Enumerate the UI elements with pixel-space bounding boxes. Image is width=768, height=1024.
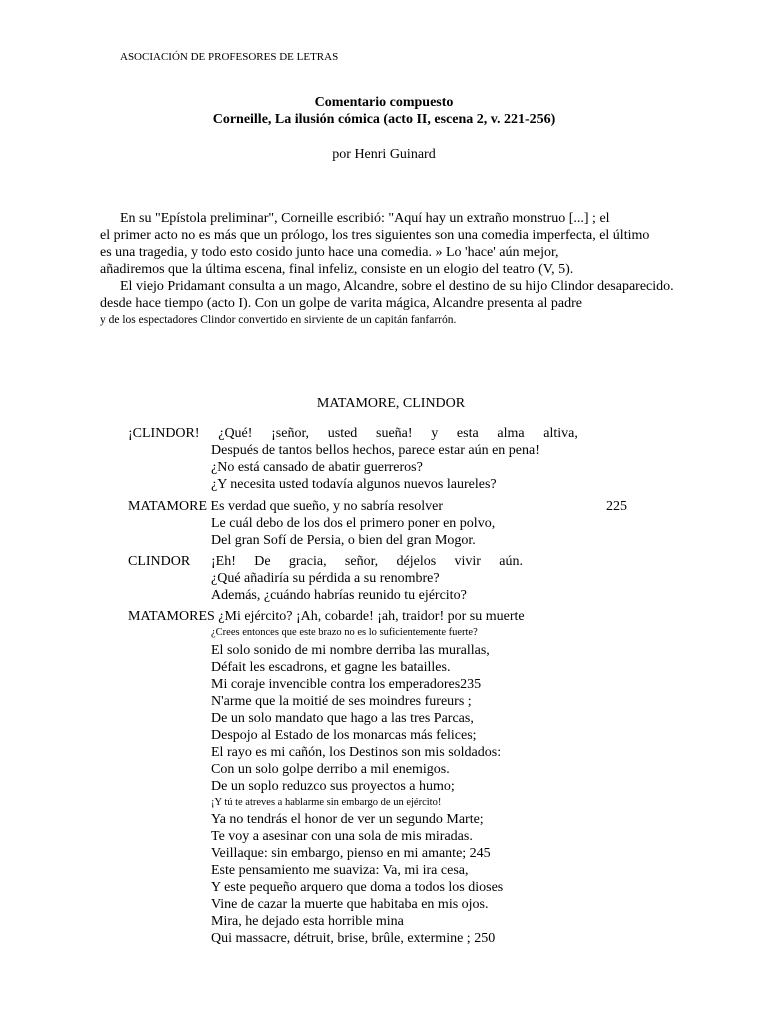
- verse-word: vivir: [454, 554, 481, 569]
- verse-line: Défait les escadrons, et gagne les batailles.: [211, 660, 451, 675]
- verse-word: gracia,: [288, 554, 327, 569]
- verse-line-small: ¿Crees entonces que este brazo no es lo suficientemente fuerte?: [211, 627, 478, 638]
- verse-line-justified: [211, 554, 523, 570]
- association-header: ASOCIACIÓN DE PROFESORES DE LETRAS: [120, 51, 339, 63]
- verse-line: El solo sonido de mi nombre derriba las murallas,: [211, 643, 490, 658]
- verse-line: Mira, he dejado esta horrible mina: [211, 914, 404, 929]
- verse-line: Del gran Sofí de Persia, o bien del gran Mogor.: [211, 533, 476, 548]
- verse-word: ¡señor,: [271, 426, 310, 441]
- verse-word: aún.: [499, 554, 523, 569]
- verse-line: N'arme que la moitié de ses moindres fureurs ;: [211, 694, 472, 709]
- document-title: Comentario compuesto: [314, 95, 454, 110]
- verse-line: Y este pequeño arquero que doma a todos los dioses: [211, 880, 504, 895]
- verse-line: Qui massacre, détruit, brise, brûle, extermine ; 250: [211, 931, 496, 946]
- verse-line: De un solo mandato que hago a las tres Parcas,: [211, 711, 474, 726]
- verse-line: Con un solo golpe derribo a mil enemigos.: [211, 762, 450, 777]
- verse-word: ¡CLINDOR!: [128, 426, 200, 441]
- verse-line: Mi coraje invencible contra los emperadores235: [211, 677, 482, 692]
- verse-line: Este pensamiento me suaviza: Va, mi ira cesa,: [211, 863, 469, 878]
- verse-word: ¡Eh!: [211, 554, 236, 569]
- verse-word: señor,: [344, 554, 379, 569]
- verse-line: ¿Qué añadiría su pérdida a su renombre?: [211, 571, 440, 586]
- verse-line: El rayo es mi cañón, los Destinos son mis soldados:: [211, 745, 502, 760]
- verse-word: sueña!: [376, 426, 413, 441]
- intro-line: En su "Epístola preliminar", Corneille escribió: "Aquí hay un extraño monstruo [...] ; el: [120, 211, 610, 226]
- verse-word: déjelos: [396, 554, 437, 569]
- verse-line: Te voy a asesinar con una sola de mis miradas.: [211, 829, 473, 844]
- verse-line: ¿Y necesita usted todavía algunos nuevos laureles?: [211, 477, 497, 492]
- author-line: por Henri Guinard: [332, 147, 436, 162]
- verse-line-justified: [128, 426, 578, 442]
- intro-line: El viejo Pridamant consulta a un mago, Alcandre, sobre el destino de su hijo Clindor desaparecido.: [120, 279, 674, 294]
- verse-line: Después de tantos bellos hechos, parece estar aún en pena!: [211, 443, 540, 458]
- intro-line: es una tragedia, y todo esto cosido junto hace una comedia. » Lo 'hace' aún mejor,: [100, 245, 559, 260]
- verse-word: usted: [327, 426, 358, 441]
- verse-word: esta: [456, 426, 479, 441]
- speaker-name: CLINDOR: [128, 554, 191, 569]
- intro-line: desde hace tiempo (acto I). Con un golpe de varita mágica, Alcandre presenta al padre: [100, 296, 583, 311]
- speech-first-line: MATAMORES ¿Mi ejército? ¡Ah, cobarde! ¡ah, traidor! por su muerte: [128, 609, 525, 624]
- intro-line: el primer acto no es más que un prólogo, los tres siguientes son una comedia imperfecta, el último: [100, 228, 650, 243]
- verse-line: Le cuál debo de los dos el primero poner en polvo,: [211, 516, 496, 531]
- verse-line: Vine de cazar la muerte que habitaba en mis ojos.: [211, 897, 489, 912]
- verse-line: Veillaque: sin embargo, pienso en mi amante; 245: [211, 846, 491, 861]
- speech-first-line: MATAMORE Es verdad que sueño, y no sabría resolver: [128, 499, 443, 514]
- intro-paragraph: [100, 210, 720, 328]
- verse-word: De: [254, 554, 271, 569]
- verse-line: ¿No está cansado de abatir guerreros?: [211, 460, 423, 475]
- verse-line: De un soplo reduzco sus proyectos a humo;: [211, 779, 455, 794]
- verse-line-small: ¡Y tú te atreves a hablarme sin embargo de un ejército!: [211, 797, 442, 808]
- verse-line: Además, ¿cuándo habrías reunido tu ejército?: [211, 588, 467, 603]
- intro-line: y de los espectadores Clindor convertido en sirviente de un capitán fanfarrón.: [100, 314, 457, 326]
- verse-line: Despojo al Estado de los monarcas más felices;: [211, 728, 477, 743]
- verse-line: Ya no tendrás el honor de ver un segundo Marte;: [211, 812, 484, 827]
- scene-heading: MATAMORE, CLINDOR: [316, 396, 466, 411]
- verse-word: ¿Qué!: [218, 426, 253, 441]
- intro-line: añadiremos que la última escena, final infeliz, consiste en un elogio del teatro (V, 5).: [100, 262, 574, 277]
- verse-number: 225: [606, 499, 627, 514]
- verse-word: y: [431, 426, 439, 441]
- document-subtitle: Corneille, La ilusión cómica (acto II, escena 2, v. 221-256): [212, 112, 556, 127]
- verse-word: alma: [497, 426, 525, 441]
- verse-word: altiva,: [543, 426, 578, 441]
